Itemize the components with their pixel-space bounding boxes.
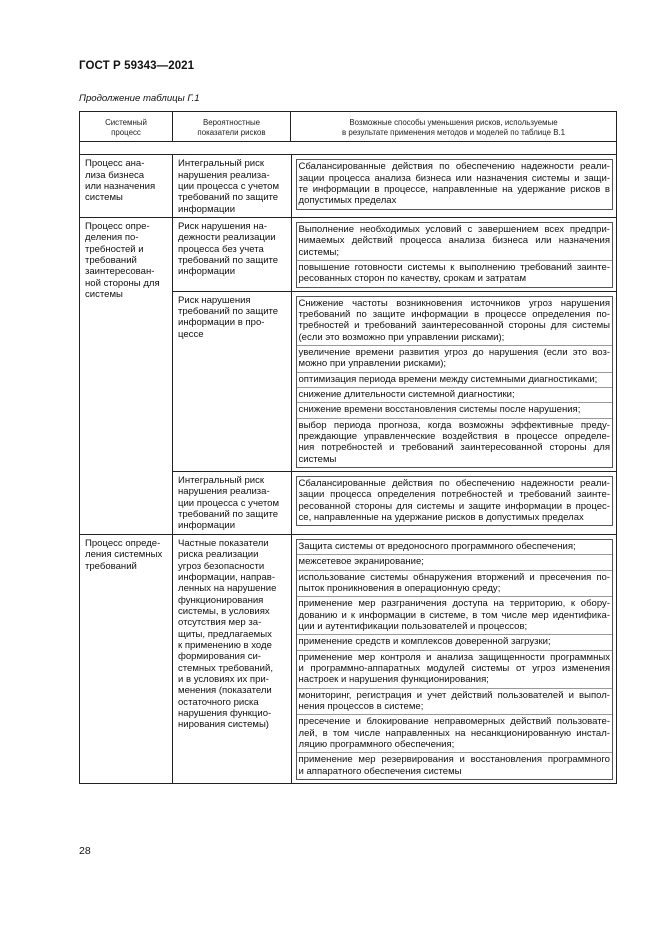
indicator-cell xyxy=(173,291,291,471)
measure-line: мониторинг, регистрация и учет действий пользователей и выпол- xyxy=(298,689,610,701)
indicator-line: функционирования xyxy=(178,594,264,606)
measures-cell xyxy=(291,535,617,783)
subrows-cell xyxy=(173,534,617,783)
indicator-line: к применению в ходе xyxy=(178,639,272,651)
measure-line: дованию и к информации в системе, в том числе мер идентифика- xyxy=(298,609,610,621)
measure-item xyxy=(297,554,613,569)
column-header-indicators: Вероятностные показатели рисков xyxy=(173,112,291,142)
indicator-line: угроз безопасности xyxy=(178,560,265,572)
measures-cell xyxy=(291,472,617,534)
process-line: ления системных xyxy=(85,549,163,561)
process-line: или назначения xyxy=(85,180,156,192)
table-row xyxy=(80,217,617,534)
measure-line: применение средств и комплексов доверенной загрузки; xyxy=(298,636,551,648)
indicator-line: требований по защите xyxy=(178,254,279,266)
measure-item xyxy=(297,223,613,260)
process-line: Процесс опреде- xyxy=(85,537,161,549)
measure-line: ния потребностей и требований заинтересованной стороны для xyxy=(298,442,610,454)
table-row xyxy=(80,534,617,783)
measure-line: преждающие управленческие воздействия в процессе определе- xyxy=(298,431,610,443)
measure-item xyxy=(297,477,613,525)
indicator-line: дежности реализации xyxy=(178,232,276,244)
measure-line: допустимых пределах xyxy=(298,195,397,207)
measure-line: требований по защите информации в процессе определения по- xyxy=(298,308,610,320)
indicator-cell xyxy=(173,535,291,783)
measure-item xyxy=(297,297,613,345)
measure-line: Снижение частоты возникновения источников угроз нарушения xyxy=(298,297,610,309)
measure-line: зации процесса анализа бизнеса или назначения системы и защи- xyxy=(298,172,610,184)
process-cell xyxy=(80,217,173,534)
measure-line: снижение длительности системной диагностики; xyxy=(298,389,515,401)
indicator-line: Частные показатели xyxy=(178,537,269,549)
measure-line: те информации в процессе, направленные на удержание рисков в xyxy=(298,183,610,195)
measure-line: и аппаратного обеспечения системы xyxy=(298,765,462,777)
column-header-measures: Возможные способы уменьшения рисков, используемые в результате применения методов и моделей по таблице В.1 xyxy=(291,112,617,142)
document-code: ГОСТ Р 59343—2021 xyxy=(79,60,195,72)
measure-line: применение мер разграничения доступа на территорию, к обору- xyxy=(298,598,610,610)
indicator-line: и в условиях их при- xyxy=(178,673,269,685)
measure-item xyxy=(297,634,613,649)
measure-line: системы; xyxy=(298,246,340,258)
indicator-line: щиты, предлагаемых xyxy=(178,628,272,640)
measure-item xyxy=(297,372,613,387)
page-number: 28 xyxy=(79,845,91,857)
process-line: Процесс опре- xyxy=(85,220,150,232)
measure-item xyxy=(297,418,613,467)
process-line: системы xyxy=(85,192,123,204)
indicator-line: цессе xyxy=(178,328,204,340)
indicator-row xyxy=(173,291,617,471)
indicator-line: ленных на нарушение xyxy=(178,583,277,595)
measures-cell xyxy=(291,218,617,291)
measure-item xyxy=(297,540,613,554)
table-caption: Продолжение таблицы Г.1 xyxy=(79,93,200,104)
measure-line: ресованных сторон по качеству, срокам и затратам xyxy=(298,273,527,285)
measure-line: Выполнение необходимых условий с завершением всех предпри- xyxy=(298,223,610,235)
process-line: ной стороны для xyxy=(85,277,160,289)
indicator-line: ции процесса с учетом xyxy=(178,180,280,192)
indicator-line: информации, направ- xyxy=(178,571,276,583)
header-gap xyxy=(80,142,617,155)
indicator-line: Риск нарушения на- xyxy=(178,220,268,232)
measure-line: межсетевое экранирование; xyxy=(298,556,424,568)
process-line: требований xyxy=(85,560,137,572)
measure-item xyxy=(297,160,613,208)
process-line: требований xyxy=(85,254,137,266)
process-line: Процесс ана- xyxy=(85,158,145,170)
indicator-row xyxy=(173,155,617,217)
indicator-line: процесса без учета xyxy=(178,243,264,255)
measure-line: требностей и требований заинтересованной стороны для системы xyxy=(298,320,610,332)
column-header-process: Системный процесс xyxy=(80,112,173,142)
measure-item xyxy=(297,402,613,417)
measure-line: пыток проникновения в операционную среду; xyxy=(298,582,501,594)
measure-line: оптимизация периода времени между системными диагностиками; xyxy=(298,373,598,385)
measure-line: использование системы обнаружения вторжений и пресечения по- xyxy=(298,571,610,583)
indicator-line: информации в про- xyxy=(178,317,265,329)
indicator-row xyxy=(173,218,617,291)
measure-item xyxy=(297,345,613,372)
measure-line: ресованной стороны для системы и защите информации в процес- xyxy=(298,500,610,512)
table-body xyxy=(80,155,617,784)
indicator-cell xyxy=(173,155,291,217)
measures-cell xyxy=(291,291,617,471)
measure-line: Сбалансированные действия по обеспечению надежности реали- xyxy=(298,478,610,490)
measure-line: применение мер резервирования и восстановления программного xyxy=(298,754,610,766)
indicator-line: нирования системы) xyxy=(178,719,269,731)
indicator-line: менения (показатели xyxy=(178,685,272,697)
measures-cell xyxy=(291,155,617,217)
indicator-line: информации xyxy=(178,520,236,532)
indicator-cell xyxy=(173,218,291,291)
process-line: системы xyxy=(85,288,123,300)
measure-line: системы xyxy=(298,453,337,465)
measure-line: ции и аутентификации пользователей и процессов; xyxy=(298,620,528,632)
process-cell xyxy=(80,155,173,218)
indicator-line: нарушения функцио- xyxy=(178,707,272,719)
measure-line: лей, в том числе направленных на несанкционированную инстал- xyxy=(298,727,610,739)
indicator-line: стемных требований, xyxy=(178,662,273,674)
measure-line: нимаемых действий процесса анализа бизнеса или назначения xyxy=(298,235,610,247)
measure-line: нения процессов в системе; xyxy=(298,700,424,712)
measure-item xyxy=(297,570,613,597)
measure-item xyxy=(297,714,613,752)
measure-line: снижение времени восстановления системы после нарушения; xyxy=(298,404,581,416)
measure-line: ляцию программного обеспечения; xyxy=(298,738,455,750)
table-header-row xyxy=(80,112,617,142)
indicator-line: Риск нарушения xyxy=(178,294,251,306)
measure-line: Сбалансированные действия по обеспечению надежности реали- xyxy=(298,161,610,173)
indicator-cell xyxy=(173,472,291,534)
indicator-line: Интегральный риск xyxy=(178,475,265,487)
process-line: лиза бизнеса xyxy=(85,169,145,181)
indicator-line: требований по защите xyxy=(178,305,279,317)
subrows-cell xyxy=(173,155,617,218)
table-row xyxy=(80,155,617,218)
process-line: заинтересован- xyxy=(85,266,155,278)
risk-table xyxy=(79,111,617,784)
measure-item xyxy=(297,752,613,779)
indicator-line: нарушения реализа- xyxy=(178,486,270,498)
subrows-cell xyxy=(173,217,617,534)
measure-line: зации процесса определения потребностей и требований заинте- xyxy=(298,489,610,501)
measure-item xyxy=(297,688,613,715)
indicator-line: нарушения реализа- xyxy=(178,169,270,181)
indicator-line: требований по защите xyxy=(178,192,279,204)
measure-item xyxy=(297,650,613,688)
measure-line: выбор периода прогноза, когда возможны эффективные преду- xyxy=(298,419,610,431)
measure-line: повышение готовности системы к выполнению требований заинте- xyxy=(298,261,610,273)
indicator-line: системы, в условиях xyxy=(178,605,270,617)
indicator-row xyxy=(173,535,617,783)
indicator-line: информации xyxy=(178,203,236,215)
indicator-line: информации xyxy=(178,266,236,278)
measure-line: Защита системы от вредоносного программного обеспечения; xyxy=(298,540,576,552)
measure-item xyxy=(297,387,613,402)
measure-line: можно при управлении рисками); xyxy=(298,358,447,370)
process-cell xyxy=(80,534,173,783)
indicator-line: ции процесса с учетом xyxy=(178,497,280,509)
measure-line: (если это возможно при управлении рисками); xyxy=(298,331,505,343)
measure-line: увеличение времени развития угроз до нарушения (если это воз- xyxy=(298,347,610,358)
measure-line: се, направленные на удержание рисков в допустимых пределах xyxy=(298,512,584,524)
indicator-line: требований по защите xyxy=(178,509,279,521)
indicator-line: Интегральный риск xyxy=(178,158,265,170)
process-line: деления по- xyxy=(85,232,139,244)
indicator-row xyxy=(173,472,617,534)
indicator-line: формирования си- xyxy=(178,651,261,663)
measure-line: настроек и нарушения функционирования; xyxy=(298,674,489,686)
process-line: требностей и xyxy=(85,243,144,255)
measure-line: и программно-аппаратных модулей системы от угроз изменения xyxy=(298,662,610,674)
indicator-line: риска реализации xyxy=(178,549,259,561)
measure-item xyxy=(297,260,613,287)
measure-item xyxy=(297,596,613,634)
measure-line: пресечение и блокирование неправомерных действий пользовате- xyxy=(298,716,610,728)
measure-line: применение мер контроля и анализа защищенности программных xyxy=(298,651,610,663)
indicator-line: отсутствия мер за- xyxy=(178,617,262,629)
indicator-line: остаточного риска xyxy=(178,696,259,708)
